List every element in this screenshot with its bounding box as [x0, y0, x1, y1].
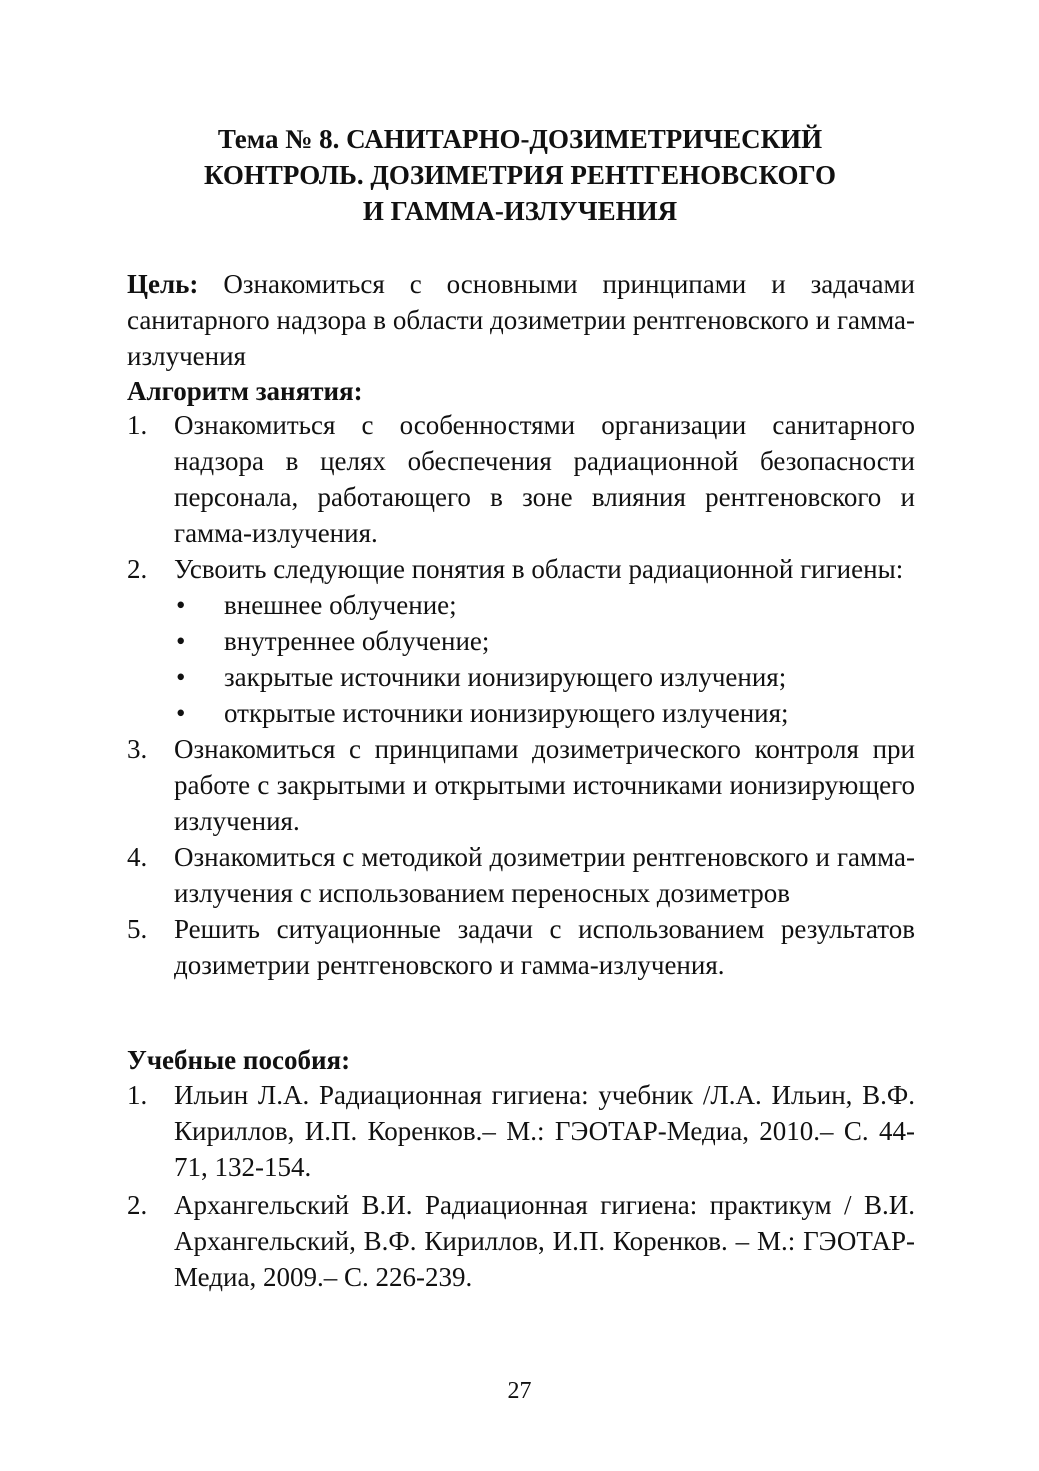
bullet-item — [174, 587, 915, 623]
title-line-2: КОНТРОЛЬ. ДОЗИМЕТРИЯ РЕНТГЕНОВСКОГО — [203, 160, 837, 190]
page-number: 27 — [507, 1378, 532, 1404]
item-text: Ознакомиться с методикой дозиметрии рентгеновского и гамма-излучения с использованием переносных дозиметров — [174, 842, 915, 908]
algorithm-list — [127, 407, 915, 983]
item-number: 4. — [127, 842, 148, 872]
item-text: Архангельский В.И. Радиационная гигиена: практикум / В.И. Архангельский, В.Ф. Кириллов, И.П. Коренков. – М.: ГЭОТАР-Медиа, 2009.– С. 226-239. — [174, 1190, 915, 1292]
list-item — [127, 1187, 915, 1295]
goal-label: Цель: — [127, 269, 199, 299]
bullet-icon: • — [176, 626, 186, 656]
goal-paragraph — [127, 266, 915, 374]
item-number: 1. — [127, 410, 148, 440]
bullet-item — [174, 695, 915, 731]
title-line-1: Тема № 8. САНИТАРНО-ДОЗИМЕТРИЧЕСКИЙ — [217, 124, 823, 154]
item-number: 3. — [127, 734, 148, 764]
list-item — [127, 407, 915, 551]
item-number: 1. — [127, 1080, 148, 1110]
bullet-icon: • — [176, 590, 186, 620]
item-text: Решить ситуационные задачи с использованием результатов дозиметрии рентгеновского и гамма-излучения. — [174, 914, 915, 980]
textbooks-heading: Учебные пособия: — [127, 1045, 351, 1075]
algorithm-heading: Алгоритм занятия: — [127, 376, 363, 406]
item-text: Усвоить следующие понятия в области радиационной гигиены: — [174, 554, 904, 584]
bullet-text: открытые источники ионизирующего излучения; — [224, 698, 789, 728]
list-item — [127, 839, 915, 911]
list-item — [127, 551, 915, 731]
item-number: 5. — [127, 914, 148, 944]
bullet-icon: • — [176, 662, 186, 692]
list-item — [127, 731, 915, 839]
bullet-text: внешнее облучение; — [224, 590, 457, 620]
bullet-item — [174, 623, 915, 659]
list-item — [127, 1077, 915, 1185]
item-number: 2. — [127, 1190, 148, 1220]
list-item — [127, 911, 915, 983]
item-text: Ознакомиться с принципами дозиметрического контроля при работе с закрытыми и открытыми источниками ионизирующего излучения. — [174, 734, 915, 836]
item-text: Ильин Л.А. Радиационная гигиена: учебник /Л.А. Ильин, В.Ф. Кириллов, И.П. Коренков.– М.: ГЭОТАР-Медиа, 2010.– С. 44-71, 132-154. — [174, 1080, 915, 1182]
textbooks-list — [127, 1077, 915, 1297]
item-number: 2. — [127, 554, 148, 584]
bullet-icon: • — [176, 698, 186, 728]
bullet-text: закрытые источники ионизирующего излучения; — [224, 662, 787, 692]
item-text: Ознакомиться с особенностями организации санитарного надзора в целях обеспечения радиационной безопасности персонала, работающего в зоне влияния рентгеновского и гамма-излучения. — [174, 410, 915, 548]
page-title — [120, 121, 920, 229]
concepts-list — [174, 587, 915, 731]
bullet-text: внутреннее облучение; — [224, 626, 490, 656]
bullet-item — [174, 659, 915, 695]
goal-text: Ознакомиться с основными принципами и задачами санитарного надзора в области дозиметрии рентгеновского и гамма-излучения — [127, 269, 915, 371]
title-line-3: И ГАММА-ИЗЛУЧЕНИЯ — [362, 196, 678, 226]
